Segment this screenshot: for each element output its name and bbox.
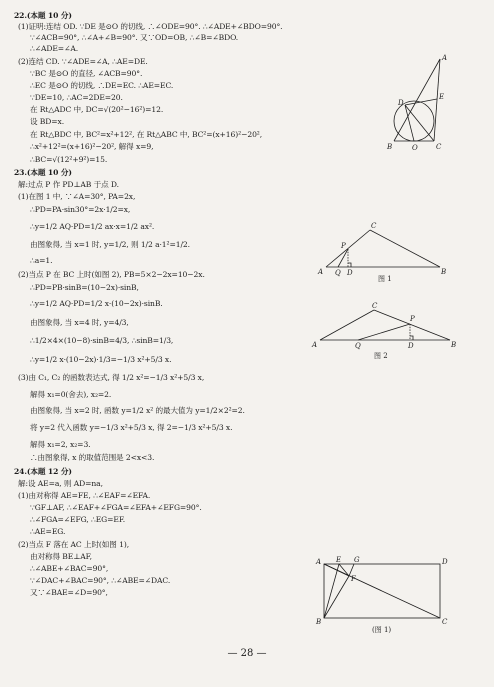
text-line: (1)证明:连结 OD. ∵DE 是⊙O 的切线, ∴∠ODE=90°. ∴∠ADE+∠BDO=90°.: [18, 22, 283, 31]
problem-22-heading: 22.(本题 10 分): [14, 11, 72, 20]
text-line: ∴1/2×4×(10−8)·sinB=4/3, ∴sinB=1/3,: [30, 336, 174, 345]
text-line: ∴PD=PA·sin30°=2x·1/2=x,: [30, 205, 131, 214]
text-line: ∴PD=PB·sinB=(10−2x)·sinB,: [30, 283, 139, 292]
point-label: D: [347, 269, 353, 277]
figure-23-2: [312, 300, 462, 362]
text-line: (2)连结 CD. ∵∠ADE=∠A, ∴AE=DE.: [18, 57, 148, 66]
circle-o: [394, 101, 434, 141]
point-label: A: [442, 54, 448, 62]
text-line: ∴y=1/2 AQ·PD=1/2 ax·x=1/2 ax².: [30, 222, 155, 231]
text-line: 解:过点 P 作 PD⊥AB 于点 D.: [18, 180, 119, 189]
point-label: Q: [355, 342, 361, 350]
point-label: P: [410, 315, 415, 323]
text-line: ∴BC=√(12²+9²)=15.: [30, 155, 108, 164]
point-label: P: [341, 242, 346, 250]
text-line: ∵∠DAC+∠BAC=90°, ∴∠ABE=∠DAC.: [30, 576, 171, 585]
text-line: 由图象得, 当 x=4 时, y=4/3,: [30, 318, 129, 327]
text-line: ∵BC 是⊙O 的直径, ∠ACB=90°.: [30, 69, 143, 78]
problem-23-heading: 23.(本题 10 分): [14, 168, 72, 177]
point-label: C: [372, 302, 378, 310]
segment-be: [324, 564, 339, 618]
figure-caption: 图 1: [378, 275, 392, 283]
text-line: ∴EC 是⊙O 的切线, ∴DE=EC. ∴AE=EC.: [30, 81, 174, 90]
text-line: ∴∠ABE+∠BAC=90°,: [30, 564, 109, 573]
point-label: F: [351, 575, 356, 583]
figure-22: [374, 55, 454, 155]
point-label: O: [412, 144, 418, 152]
text-line: ∴∠FGA=∠EFG, ∴EG=EF.: [30, 515, 126, 524]
point-label: C: [442, 618, 448, 626]
text-line: 解得 x₁=0(舍去), x₂=2.: [30, 390, 112, 399]
point-label: C: [436, 143, 442, 151]
point-label: B: [316, 618, 322, 626]
text-line: 设 BD=x.: [30, 117, 65, 126]
figure-22-svg: [374, 55, 454, 155]
point-label: B: [441, 268, 447, 276]
segment-pq: [358, 324, 410, 340]
text-line: (2)当点 F 落在 AC 上时(如图 1),: [18, 540, 130, 549]
segment-de: [405, 99, 437, 105]
text-line: ∴AE=EG.: [30, 527, 66, 536]
point-label: C: [371, 222, 377, 230]
figure-24: [312, 556, 452, 636]
point-label: B: [387, 143, 393, 151]
segment-pq: [338, 249, 348, 267]
text-line: 由图象得, 当 x=2 时, 函数 y=1/2 x² 的最大值为 y=1/2×2²=2.: [30, 406, 245, 415]
text-line: 又∵∠BAE=∠D=90°,: [30, 588, 108, 597]
figure-caption: (图 1): [372, 626, 392, 634]
text-line: 在 Rt△BDC 中, BC²=x²+12², 在 Rt△ABC 中, BC²=(x+16)²−20²,: [30, 130, 263, 139]
page-number: — 28 —: [227, 648, 267, 659]
point-label: D: [442, 558, 448, 566]
text-line: ∴x²+12²=(x+16)²−20², 解得 x=9,: [30, 142, 154, 151]
text-line: 解得 x₁=2, x₂=3.: [30, 440, 91, 449]
segment-ac: [320, 310, 374, 340]
text-line: ∴y=1/2 x·(10−2x)·1/3=−1/3 x²+5/3 x.: [30, 355, 172, 364]
figure-23-1-svg: [318, 222, 458, 284]
figure-23-1: [318, 222, 458, 284]
problem-24-heading: 24.(本题 12 分): [14, 467, 72, 476]
point-label: E: [439, 93, 445, 101]
point-label: D: [408, 342, 414, 350]
text-line: 在 Rt△ADC 中, DC=√(20²−16²)=12.: [30, 105, 164, 114]
text-line: ∴y=1/2 AQ·PD=1/2 x·(10−2x)·sinB.: [30, 299, 163, 308]
text-line: ∵DE=10, ∴AC=2DE=20.: [30, 93, 123, 102]
text-line: (1)在图 1 中, ∵∠A=30°, PA=2x,: [18, 192, 136, 201]
text-line: (2)当点 P 在 BC 上时(如图 2), PB=5×2−2x=10−2x.: [18, 270, 205, 279]
text-line: 解:设 AE=a, 则 AD=na,: [18, 479, 103, 488]
segment-cb: [370, 230, 440, 267]
text-line: ∴∠ADE=∠A.: [30, 44, 79, 53]
point-label: G: [354, 556, 360, 564]
text-line: (3)由 C₁, C₂ 的函数表达式, 得 1/2 x²=−1/3 x²+5/3 x,: [18, 373, 205, 382]
point-label: A: [318, 268, 324, 276]
segment-ac: [326, 230, 370, 267]
text-line: ∵GF⊥AF, ∴∠EAF+∠FGA=∠EFA+∠EFG=90°.: [30, 503, 202, 512]
text-line: 将 y=2 代入函数 y=−1/3 x²+5/3 x, 得 2=−1/3 x²+5/3 x.: [30, 423, 233, 432]
text-line: (1)由对称得 AE=FE, ∴∠EAF=∠EFA.: [18, 491, 151, 500]
point-label: B: [451, 341, 457, 349]
text-line: 由对称得 BE⊥AF,: [30, 552, 92, 561]
text-line: 由图象得, 当 x=1 时, y=1/2, 则 1/2 a·1²=1/2.: [30, 240, 190, 249]
right-angle-mark: [410, 336, 413, 340]
segment-ef: [339, 564, 349, 576]
figure-24-svg: [312, 556, 452, 636]
text-line: ∵∠ACB=90°, ∴∠A+∠B=90°. 又∵OD=OB, ∴∠B=∠BDO.: [30, 33, 239, 42]
point-label: E: [336, 556, 342, 564]
text-line: ∴由图象得, x 的取值范围是 2<x<3.: [30, 453, 155, 462]
point-label: D: [398, 99, 404, 107]
segment-bf: [324, 576, 349, 618]
point-label: A: [316, 558, 322, 566]
right-angle-mark: [348, 263, 351, 267]
figure-caption: 图 2: [374, 352, 388, 360]
text-line: ∴a=1.: [30, 256, 53, 265]
figure-23-2-svg: [312, 300, 462, 362]
point-label: A: [312, 341, 318, 349]
point-label: Q: [335, 269, 341, 277]
